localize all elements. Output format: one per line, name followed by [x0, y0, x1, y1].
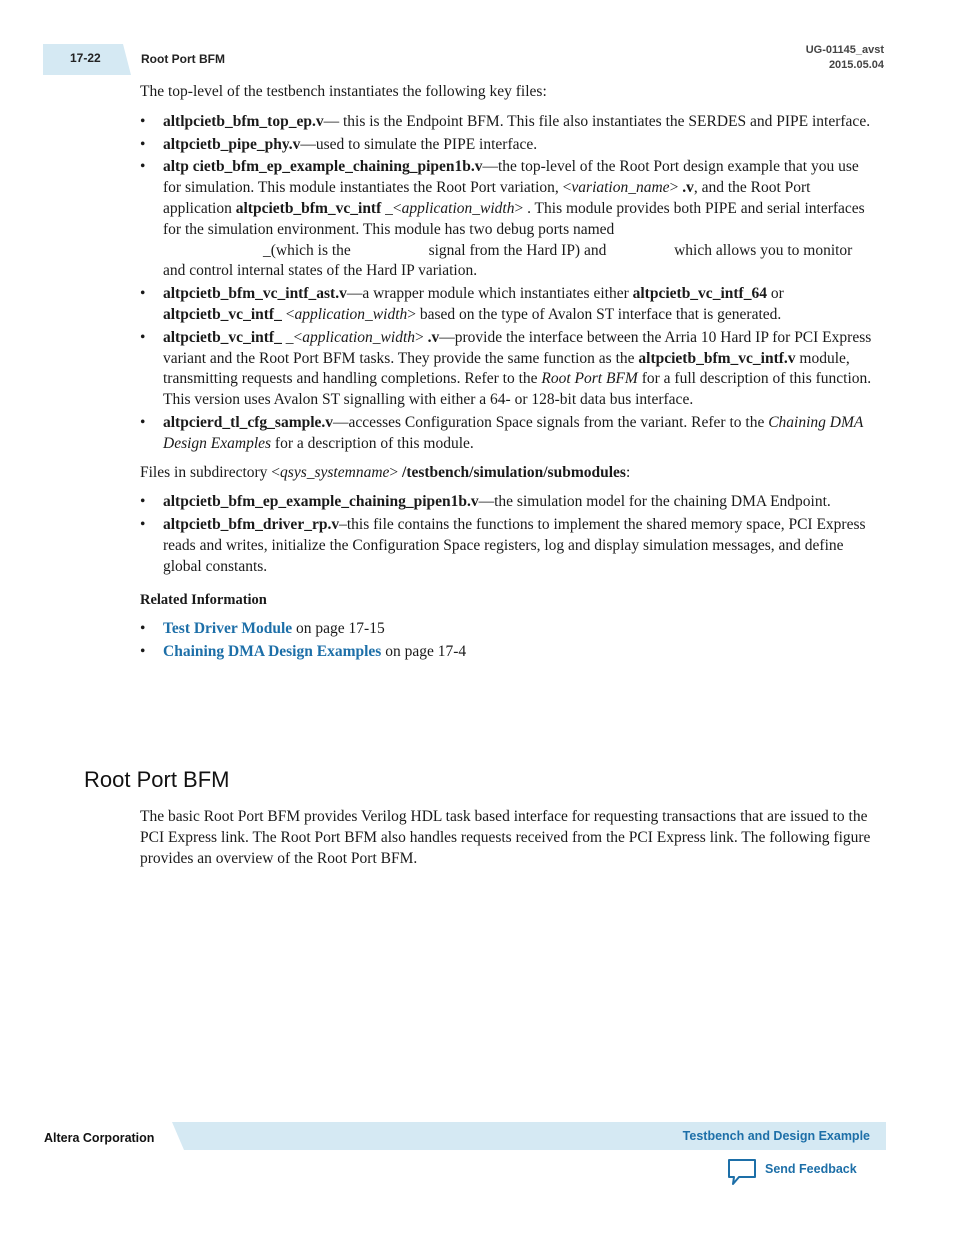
text-run: or: [766, 285, 784, 303]
italic-run: variation_name: [571, 179, 670, 197]
text-run: >: [415, 328, 428, 346]
text-run: —accesses Configuration Space signals from the variant. Refer to the: [333, 413, 769, 431]
list-item: [140, 284, 875, 326]
list-item: [140, 492, 875, 513]
list-item: [140, 328, 875, 411]
file-name: altpcietb_bfm_ep_example_chaining_pipen1b.v: [163, 493, 479, 511]
italic-run: Chaining DMA Design Examples: [163, 413, 864, 452]
text-run: _<: [381, 199, 402, 217]
italic-run: application_width: [302, 328, 416, 346]
subdirectory-paragraph: [140, 463, 875, 484]
main-content: [140, 82, 875, 663]
file-name: altpcierd_tl_cfg_sample.v: [163, 413, 334, 431]
italic-run: Root Port BFM: [541, 370, 638, 388]
text-run: —a wrapper module which instantiates either: [346, 285, 633, 303]
bold-run: .v: [427, 328, 440, 346]
company-name: Altera Corporation: [44, 1131, 155, 1145]
running-title: Root Port BFM: [141, 52, 225, 66]
text-run: _<: [281, 328, 303, 346]
page-number: 17-22: [70, 51, 101, 65]
text-run: for a full description of this function. This version uses Avalon ST signalling with either a 64- or 128-bit data bus interface.: [163, 370, 872, 409]
text-run: module, transmitting requests and handling completions. Refer to the: [163, 349, 850, 388]
intro-paragraph: The top-level of the testbench instantiates the following key files:: [140, 83, 547, 100]
file-name: altpcietb_bfm_driver_rp.v: [163, 516, 340, 534]
section-body: The basic Root Port BFM provides Verilog HDL task based interface for requesting transactions that are issued to the PCI Express link. The Root Port BFM also handles requests received from the PCI Express link. The following figure provides an overview of the Root Port BFM.: [140, 808, 871, 867]
chapter-title-link[interactable]: Testbench and Design Example: [682, 1129, 870, 1143]
text-run: > . This module provides both PIPE and serial interfaces for the simulation environment. This module has two debug ports named: [163, 199, 865, 238]
page-reference: on page 17-4: [381, 643, 467, 661]
bold-run: /testbench/simulation/submodules: [402, 463, 626, 481]
file-description: —the simulation model for the chaining DMA Endpoint.: [478, 493, 831, 511]
file-description: —used to simulate the PIPE interface.: [300, 135, 538, 153]
list-item: [140, 413, 875, 455]
text-run: Files in subdirectory <: [140, 463, 281, 481]
key-files-list: [140, 112, 875, 455]
document-id: [806, 43, 884, 73]
text-run: —provide the interface between the Arria 10 Hard IP for PCI Express variant and the Root Port BFM tasks. They provide the same function as the: [163, 328, 872, 367]
text-run: <: [281, 305, 295, 323]
file-name: altpcietb_pipe_phy.v: [163, 135, 301, 153]
text-run: >: [389, 463, 403, 481]
page-reference: on page 17-15: [292, 620, 385, 638]
doc-id-code: UG-01145_avst: [805, 44, 884, 56]
text-run: > based on the type of Avalon ST interface that is generated.: [407, 305, 782, 323]
chaining-dma-examples-link[interactable]: Chaining DMA Design Examples: [163, 643, 382, 661]
doc-date: 2015.05.04: [828, 59, 884, 71]
italic-run: application_width: [294, 305, 408, 323]
text-run: signal from the Hard IP) and: [424, 241, 611, 259]
file-name: altpcietb_bfm_vc_intf_ast.v: [163, 285, 347, 303]
section-heading: Root Port BFM: [84, 767, 230, 792]
text-run: _(which is the: [263, 241, 355, 259]
list-item: [140, 619, 875, 640]
bold-run: altpcietb_bfm_vc_intf: [235, 199, 382, 217]
file-name: altp cietb_bfm_ep_example_chaining_pipen1b.v: [163, 158, 483, 176]
text-run: :: [625, 463, 631, 481]
text-run: which allows you to monitor and control internal states of the Hard IP variation.: [163, 241, 853, 280]
feedback-icon[interactable]: [726, 1158, 758, 1186]
text-run: >: [669, 179, 683, 197]
text-run: , and the Root Port application: [163, 179, 811, 217]
text-run: —the top-level of the Root Port design example that you use for simulation. This module instantiates the Root Port variation, <: [163, 158, 859, 197]
list-item: [140, 157, 875, 282]
list-item: [140, 135, 875, 156]
file-name: altlpcietb_bfm_top_ep.v: [163, 112, 324, 130]
submodule-files-list: [140, 492, 875, 577]
file-name: altpcietb_vc_intf_: [163, 328, 282, 346]
test-driver-module-link[interactable]: Test Driver Module: [163, 620, 293, 638]
italic-run: qsys_systemname: [280, 463, 390, 481]
file-description: — this is the Endpoint BFM. This file also instantiates the SERDES and PIPE interface.: [323, 112, 871, 130]
bold-run: altpcietb_bfm_vc_intf.v: [638, 349, 796, 367]
italic-run: application_width: [401, 199, 515, 217]
bold-run: .v: [682, 179, 694, 197]
file-description: –this file contains the functions to implement the shared memory space, PCI Express reads and writes, initialize the Configuration Space registers, log and display simulation messages, and define global constants.: [163, 516, 866, 575]
list-item: [140, 112, 875, 133]
bold-run: altpcietb_vc_intf_: [163, 305, 282, 323]
bold-run: altpcietb_vc_intf_64: [632, 285, 767, 303]
send-feedback-link[interactable]: Send Feedback: [765, 1162, 857, 1176]
list-item: [140, 642, 875, 663]
text-run: for a description of this module.: [271, 434, 474, 452]
related-links-list: [140, 619, 875, 663]
related-information-heading: Related Information: [140, 591, 267, 608]
list-item: [140, 515, 875, 577]
